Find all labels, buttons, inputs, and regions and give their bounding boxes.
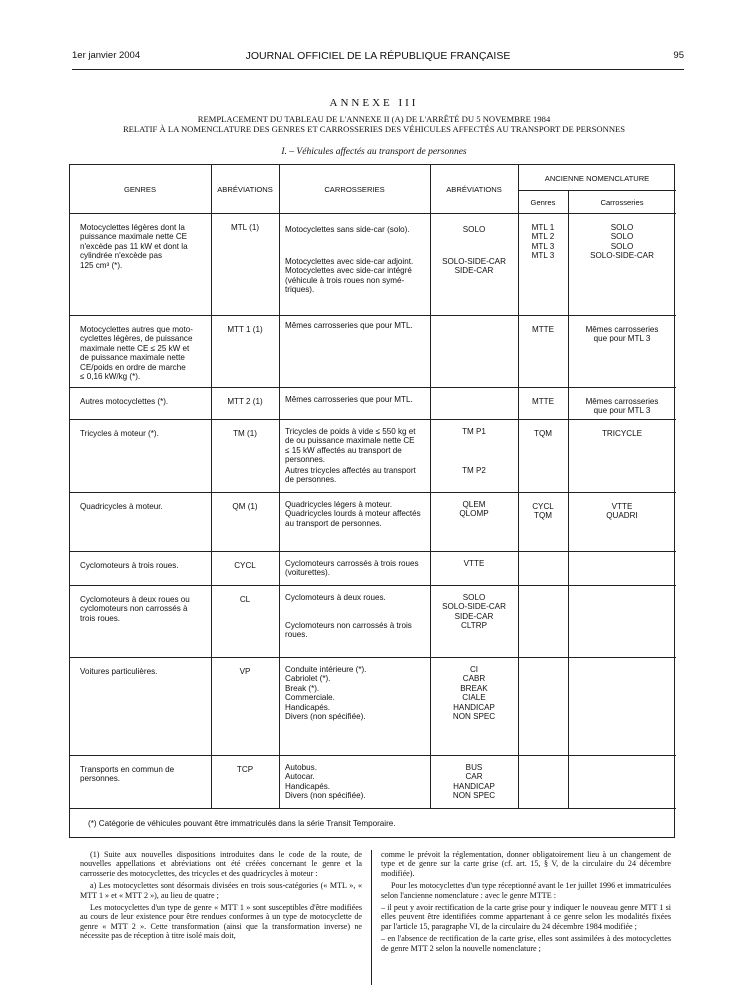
cell-genre: Cyclomoteurs à trois roues. bbox=[80, 561, 179, 570]
note-paragraph: (1) Suite aux nouvelles dispositions introduites dans le code de la route, de nouvelles appellations et abréviations ont été créées concernant le genre et la carrosserie des motocyclettes, des tricycles et des quadricycles à moteur : bbox=[80, 850, 362, 878]
row-divider bbox=[70, 315, 676, 316]
page-header bbox=[72, 50, 684, 64]
cell-carrosserie: Conduite intérieure (*). Cabriolet (*). Break (*). Commerciale. Handicapés. Divers (non spécifiée). bbox=[285, 665, 367, 722]
cell-abreviation-carrosserie: SOLO bbox=[462, 225, 486, 234]
cell-genre: Transports en commun de personnes. bbox=[80, 765, 175, 784]
cell-genre: Autres motocyclettes (*). bbox=[80, 397, 169, 406]
cell-carrosserie: Quadricycles légers à moteur. Quadricycles lourds à moteur affectés au transport de personnes. bbox=[285, 500, 421, 528]
cell-ancienne-carrosserie: VTTE QUADRI bbox=[606, 502, 638, 521]
cell-abreviation-carrosserie: SOLO-SIDE-CAR SIDE-CAR bbox=[442, 257, 506, 276]
cell-carrosserie: Cyclomoteurs carrossés à trois roues (voiturettes). bbox=[285, 559, 419, 578]
cell-genre: Motocyclettes autres que moto- cyclettes légères, de puissance maximale nette CE ≤ 25 kW et de puissance maximale nette CE/poids en ordre de marche ≤ 0,16 kW/kg (*). bbox=[80, 325, 193, 382]
column-divider bbox=[568, 190, 569, 808]
header-date: 1er janvier 2004 bbox=[72, 50, 141, 61]
note-paragraph: – en l'absence de rectification de la carte grise, elles sont assimilées à des motocyclettes de genre MTT 2 selon la nouvelle nomenclature ; bbox=[381, 934, 671, 953]
cell-abreviation-carrosserie: CI CABR BREAK CIALE HANDICAP NON SPEC bbox=[452, 665, 496, 722]
header-abreviations-2: ABRÉVIATIONS bbox=[446, 185, 502, 194]
header-genres: GENRES bbox=[123, 185, 157, 194]
cell-carrosserie: Autres tricycles affectés au transport de personnes. bbox=[285, 466, 416, 485]
header-carrosseries: CARROSSERIES bbox=[324, 185, 385, 194]
cell-abreviation-carrosserie: TM P1 bbox=[462, 427, 486, 436]
cell-carrosserie: Motocyclettes sans side-car (solo). bbox=[285, 225, 410, 234]
cell-abreviation-carrosserie: VTTE bbox=[463, 559, 485, 568]
subtitle-line-1: REMPLACEMENT DU TABLEAU DE L'ANNEXE II (A) DE L'ARRÊTÉ DU 5 NOVEMBRE 1984 bbox=[197, 114, 551, 124]
row-divider bbox=[70, 551, 676, 552]
cell-genre: Motocyclettes légères dont la puissance maximale nette CE n'excède pas 11 kW et dont la cylindrée n'excède pas 125 cm³ (*). bbox=[80, 223, 188, 270]
notes-right-column bbox=[381, 850, 671, 956]
cell-abreviation: CL bbox=[239, 595, 251, 604]
header-divider bbox=[518, 190, 676, 191]
row-divider bbox=[70, 755, 676, 756]
row-divider bbox=[70, 419, 676, 420]
cell-abreviation-carrosserie: TM P2 bbox=[462, 466, 486, 475]
cell-genre: Tricycles à moteur (*). bbox=[80, 429, 159, 438]
cell-abreviation: MTT 2 (1) bbox=[227, 397, 263, 406]
cell-carrosserie: Cyclomoteurs à deux roues. bbox=[285, 593, 386, 602]
cell-carrosserie: Autobus. Autocar. Handicapés. Divers (non spécifiée). bbox=[285, 763, 366, 801]
cell-genre: Cyclomoteurs à deux roues ou cyclomoteurs non carrossés à trois roues. bbox=[80, 595, 190, 623]
cell-ancien-genre: CYCL TQM bbox=[532, 502, 554, 521]
header-bottom-rule bbox=[70, 213, 676, 214]
cell-abreviation-carrosserie: QLEM QLOMP bbox=[459, 500, 489, 519]
notes-left-column bbox=[80, 850, 362, 944]
page-number: 95 bbox=[673, 50, 684, 61]
note-paragraph: Pour les motocyclettes d'un type réceptionné avant le 1er juillet 1996 et immatriculées selon l'ancienne nomenclature : avec le genre MTTE : bbox=[381, 881, 671, 900]
cell-ancienne-carrosserie: Mêmes carrosseries que pour MTL 3 bbox=[585, 325, 659, 344]
table-footnote: (*) Catégorie de véhicules pouvant être immatriculés dans la série Transit Temporaire. bbox=[88, 819, 396, 828]
cell-ancien-genre: MTTE bbox=[531, 325, 555, 334]
cell-carrosserie: Motocyclettes avec side-car adjoint. Motocyclettes avec side-car intégré (véhicule à trois roues non symé- triques). bbox=[285, 257, 414, 295]
note-paragraph: comme le prévoit la réglementation, donner obligatoirement lieu à un changement de type et de genre sur la carte grise (cf. art. 15, § V, de la circulaire du 24 décembre modifiée). bbox=[381, 850, 671, 878]
cell-abreviation: TCP bbox=[236, 765, 254, 774]
journal-title: JOURNAL OFFICIEL DE LA RÉPUBLIQUE FRANÇAISE bbox=[245, 50, 511, 62]
header-abreviations: ABRÉVIATIONS bbox=[217, 185, 273, 194]
column-divider bbox=[518, 165, 519, 808]
cell-abreviation: CYCL bbox=[234, 561, 256, 570]
nomenclature-table bbox=[69, 164, 675, 838]
cell-ancien-genre: TQM bbox=[534, 429, 552, 438]
cell-carrosserie: Tricycles de poids à vide ≤ 550 kg et de ou puissance maximale nette CE ≤ 15 kW affectés au transport de personnes. bbox=[285, 427, 416, 465]
section-title-text: I. – Véhicules affectés au transport de personnes bbox=[281, 147, 467, 157]
cell-abreviation: VP bbox=[239, 667, 251, 676]
cell-abreviation-carrosserie: SOLO SOLO-SIDE-CAR SIDE-CAR CLTRP bbox=[442, 593, 506, 631]
cell-ancienne-carrosserie: TRICYCLE bbox=[601, 429, 643, 438]
cell-carrosserie: Cyclomoteurs non carrossés à trois roues. bbox=[285, 621, 412, 640]
cell-abreviation: MTL (1) bbox=[230, 223, 260, 232]
row-divider bbox=[70, 657, 676, 658]
column-divider bbox=[279, 165, 280, 808]
cell-abreviation-carrosserie: BUS CAR HANDICAP NON SPEC bbox=[452, 763, 496, 801]
row-divider bbox=[70, 585, 676, 586]
subtitle-line-2: RELATIF À LA NOMENCLATURE DES GENRES ET CARROSSERIES DES VÉHICULES AFFECTÉS AU TRANSPORT DE PERSONNES bbox=[122, 124, 626, 134]
note-paragraph: – il peut y avoir rectification de la carte grise pour y indiquer le nouveau genre MTT 1 si elles peuvent être identifiées comme appartenant à ce genre selon les modalités fixées par l'article 15, paragraphe VI, de la circulaire du 24 décembre 1984 modifiée ; bbox=[381, 903, 671, 931]
header-ancienne-carrosseries: Carrosseries bbox=[600, 198, 644, 207]
row-divider bbox=[70, 387, 676, 388]
cell-genre: Voitures particulières. bbox=[80, 667, 158, 676]
cell-abreviation: MTT 1 (1) bbox=[227, 325, 263, 334]
subtitle bbox=[40, 114, 708, 134]
cell-carrosserie: Mêmes carrosseries que pour MTL. bbox=[285, 321, 413, 330]
row-divider bbox=[70, 808, 676, 809]
cell-ancien-genre: MTL 1 MTL 2 MTL 3 MTL 3 bbox=[531, 223, 555, 261]
column-divider bbox=[211, 165, 212, 808]
row-divider bbox=[70, 492, 676, 493]
cell-abreviation: QM (1) bbox=[232, 502, 258, 511]
header-rule bbox=[72, 69, 684, 70]
section-title bbox=[0, 147, 748, 157]
note-paragraph: a) Les motocyclettes sont désormais divisées en trois sous-catégories (« MTL », « MTT 1 » et « MTT 2 »), au lieu de quatre ; bbox=[80, 881, 362, 900]
note-paragraph: Les motocyclettes d'un type de genre « MTT 1 » sont susceptibles d'être modifiées au cours de leur existence pour être rendues conformes à un type de motocyclette de genre « MTT 2 ». Cette transformation (ainsi que la transformation inverse) ne nécessite pas de réception à titre isolé mais doit, bbox=[80, 903, 362, 941]
cell-ancien-genre: MTTE bbox=[531, 397, 555, 406]
header-ancienne-genres: Genres bbox=[530, 198, 556, 207]
cell-genre: Quadricycles à moteur. bbox=[80, 502, 163, 511]
notes-column-separator bbox=[371, 850, 372, 985]
cell-ancienne-carrosserie: Mêmes carrosseries que pour MTL 3 bbox=[585, 397, 659, 416]
cell-ancienne-carrosserie: SOLO SOLO SOLO SOLO-SIDE-CAR bbox=[590, 223, 654, 261]
annexe-title: ANNEXE III bbox=[329, 97, 419, 109]
header-ancienne-nomenclature: ANCIENNE NOMENCLATURE bbox=[544, 174, 650, 183]
cell-carrosserie: Mêmes carrosseries que pour MTL. bbox=[285, 395, 413, 404]
cell-abreviation: TM (1) bbox=[233, 429, 257, 438]
